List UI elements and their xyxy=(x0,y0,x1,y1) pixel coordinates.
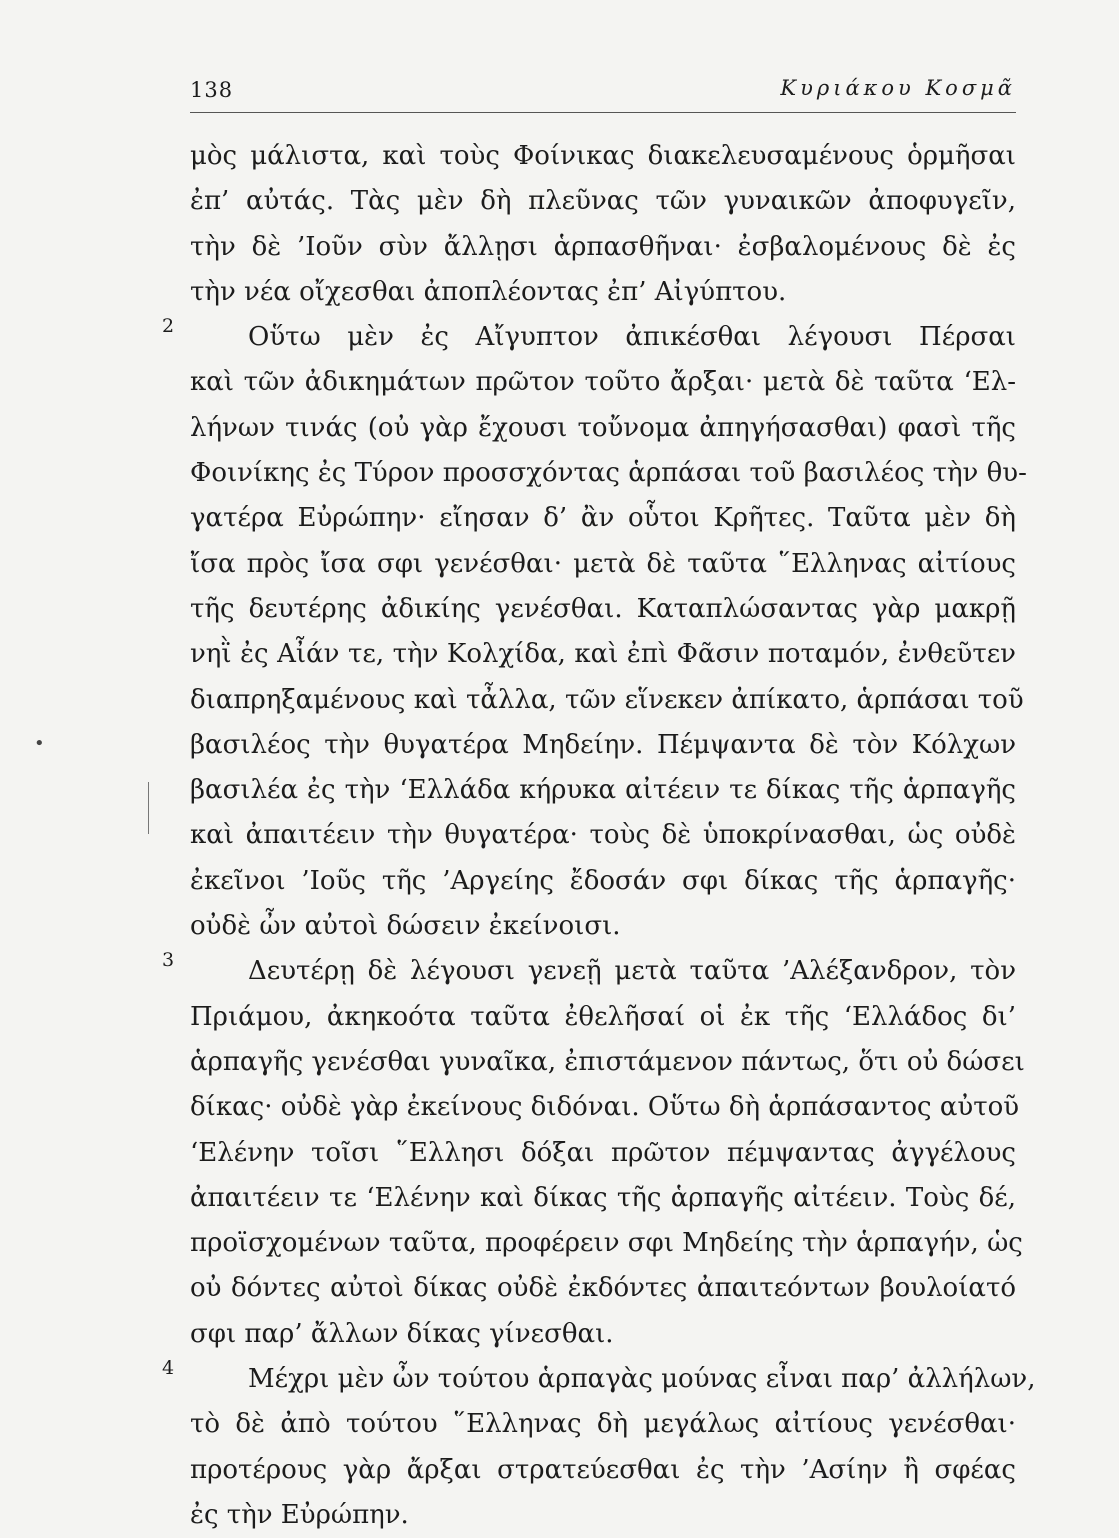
section-number: 3 xyxy=(162,949,175,972)
text-line: ἐκεῖνοι ’Ιοῦς τῆς ’Αργείης ἔδοσάν σφι δίκας τῆς ἁρπαγῆς· xyxy=(190,865,1016,896)
margin-line xyxy=(148,782,149,834)
section-2 xyxy=(162,315,1016,360)
text-line: μὸς μάλιστα, καὶ τοὺς Φοίνικας διακελευσαμένους ὁρμῆσαι xyxy=(190,141,1016,171)
text-line: δίκας· οὐδὲ γὰρ ἐκείνους διδόναι. Οὕτω δὴ ἁρπάσαντος αὐτοῦ xyxy=(190,1092,1020,1123)
text-line: Μέχρι μὲν ὦν τούτου ἁρπαγὰς μούνας εἶναι παρ’ ἀλλήλων, xyxy=(248,1364,1036,1395)
main-text xyxy=(162,134,1036,1538)
text-line: λήνων τινάς (οὐ γὰρ ἔχουσι τοὔνομα ἀπηγήσασθαι) φασὶ τῆς xyxy=(190,412,1016,443)
text-line: βασιλέα ἐς τὴν ‘Ελλάδα κήρυκα αἰτέειν τε δίκας τῆς ἁρπαγῆς xyxy=(190,775,1016,806)
text-line: ἁρπαγῆς γενέσθαι γυναῖκα, ἐπιστάμενον πάντως, ὅτι οὐ δώσει xyxy=(190,1046,1025,1077)
text-line: ἀπαιτέειν τε ‘Ελένην καὶ δίκας τῆς ἁρπαγῆς αἰτέειν. Τοὺς δέ, xyxy=(190,1182,1016,1213)
text-line: Φοινίκης ἐς Τύρον προσσχόντας ἁρπάσαι τοῦ βασιλέος τὴν θυ- xyxy=(190,458,1027,489)
text-line: τὴν δὲ ’Ιοῦν σὺν ἄλλῃσι ἁρπασθῆναι· ἐσβαλομένους δὲ ἐς xyxy=(190,231,1016,262)
text-line: βασιλέος τὴν θυγατέρα Μηδείην. Πέμψαντα δὲ τὸν Κόλχων xyxy=(190,729,1016,760)
text-line: ἐπ’ αὐτάς. Τὰς μὲν δὴ πλεῦνας τῶν γυναικῶν ἀποφυγεῖν, xyxy=(190,186,1016,217)
text-line: νηῒ ἐς Αἶάν τε, τὴν Κολχίδα, καὶ ἐπὶ Φᾶσιν ποταμόν, ἐνθεῦτεν xyxy=(190,639,1016,670)
text-line: Δευτέρῃ δὲ λέγουσι γενεῇ μετὰ ταῦτα ’Αλέξανδρον, τὸν xyxy=(248,956,1016,987)
text-line: οὐδὲ ὦν αὐτοὶ δώσειν ἐκείνοισι. xyxy=(190,911,621,942)
text-line: ἐς τὴν Εὐρώπην. xyxy=(190,1499,409,1530)
text-line: οὐ δόντες αὐτοὶ δίκας οὐδὲ ἐκδόντες ἀπαιτεόντων βουλοίατό xyxy=(190,1273,1016,1304)
page-number: 138 xyxy=(190,78,234,102)
text-line: καὶ ἀπαιτέειν τὴν θυγατέρα· τοὺς δὲ ὑποκρίνασθαι, ὡς οὐδὲ xyxy=(190,820,1016,851)
section-4 xyxy=(162,1357,1036,1402)
text-line: γατέρα Εὐρώπην· εἴησαν δ’ ἂν οὗτοι Κρῆτες. Ταῦτα μὲν δὴ xyxy=(190,503,1016,534)
text-line: σφι παρ’ ἄλλων δίκας γίνεσθαι. xyxy=(190,1318,614,1349)
text-line: τῆς δευτέρης ἀδικίης γενέσθαι. Καταπλώσαντας γὰρ μακρῇ xyxy=(190,593,1016,624)
text-line: καὶ τῶν ἀδικημάτων πρῶτον τοῦτο ἄρξαι· μετὰ δὲ ταῦτα ‘Ελ- xyxy=(190,367,1016,398)
text-line: ἴσα πρὸς ἴσα σφι γενέσθαι· μετὰ δὲ ταῦτα ῞Ελληνας αἰτίους xyxy=(190,548,1016,579)
text-line: ‘Ελένην τοῖσι ῞Ελλησι δόξαι πρῶτον πέμψαντας ἀγγέλους xyxy=(190,1137,1016,1168)
running-head xyxy=(190,70,1016,110)
section-number: 2 xyxy=(162,315,175,338)
text-line: Πριάμου, ἀκηκοότα ταῦτα ἐθελῆσαί οἱ ἐκ τῆς ‘Ελλάδος δι’ xyxy=(190,1001,1016,1032)
text-line: τὸ δὲ ἀπὸ τούτου ῞Ελληνας δὴ μεγάλως αἰτίους γενέσθαι· xyxy=(190,1409,1016,1440)
header-rule xyxy=(190,112,1016,113)
running-title: Κυριάκου Κοσμᾶ xyxy=(780,76,1016,100)
text-line: Οὕτω μὲν ἐς Αἴγυπτον ἀπικέσθαι λέγουσι Πέρσαι xyxy=(248,322,1016,353)
text-line: προτέρους γὰρ ἄρξαι στρατεύεσθαι ἐς τὴν ’Ασίην ἢ σφέας xyxy=(190,1454,1016,1485)
text-line: τὴν νέα οἴχεσθαι ἀποπλέοντας ἐπ’ Αἰγύπτου. xyxy=(190,276,787,307)
section-number: 4 xyxy=(162,1357,175,1380)
section-3 xyxy=(162,949,1016,994)
text-line: προϊσχομένων ταῦτα, προφέρειν σφι Μηδείης τὴν ἁρπαγήν, ὡς xyxy=(190,1228,1023,1259)
text-line: διαπρηξαμένους καὶ τἆλλα, τῶν εἵνεκεν ἀπίκατο, ἁρπάσαι τοῦ xyxy=(190,684,1024,715)
margin-dot: • xyxy=(34,733,45,754)
